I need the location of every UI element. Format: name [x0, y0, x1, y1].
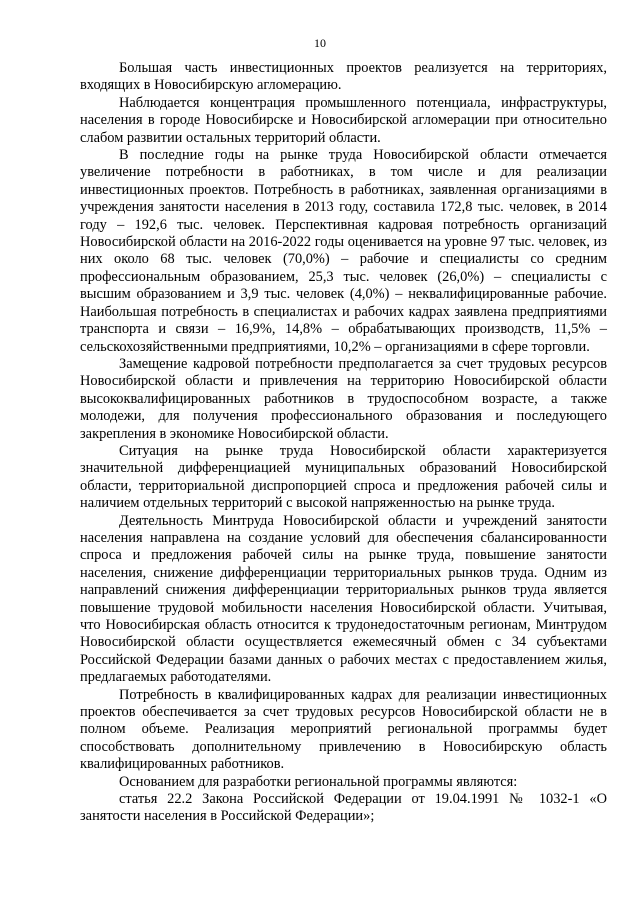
page-number: 10 — [314, 36, 326, 50]
paragraph-industrial-concentration: Наблюдается концентрация промышленного потенциала, инфраструктуры, населения в городе Новосибирске и Новосибирской агломерации при относительно слабом развитии остальных территорий области. — [80, 94, 607, 146]
paragraph-law-reference: статья 22.2 Закона Российской Федерации от 19.04.1991 № 1032-1 «О занятости населения в Российской Федерации»; — [80, 791, 607, 825]
paragraph-program-basis: Основанием для разработки региональной программы являются: — [119, 773, 518, 790]
paragraph-staff-replacement: Замещение кадровой потребности предполагается за счет трудовых ресурсов Новосибирской области и привлечения на территорию Новосибирской области высококвалифицированных работников в трудоспособном возрасте, а также молодежи, для получения профессионального образования и последующего закрепления в экономике Новосибирской области. — [80, 355, 607, 442]
paragraph-qualified-staff-need: Потребность в квалифицированных кадрах для реализации инвестиционных проектов обеспечивается за счет трудовых ресурсов Новосибирской области не в полном объеме. Реализация мероприятий региональной программы будет способствовать дополнительному привлечению в Новосибирскую область квалифицированных работников. — [80, 686, 607, 773]
paragraph-investment-projects: Большая часть инвестиционных проектов реализуется на территориях, входящих в Новосибирскую агломерацию. — [80, 60, 607, 94]
paragraph-labor-market-situation: Ситуация на рынке труда Новосибирской области характеризуется значительной дифференциацией муниципальных образований Новосибирской области, территориальной диспропорцией спроса и предложения рабочей силы и наличием отдельных территорий с высокой напряженностью на рынке труда. — [80, 442, 607, 512]
paragraph-labor-demand: В последние годы на рынке труда Новосибирской области отмечается увеличение потребности в работниках, в том числе и для реализации инвестиционных проектов. Потребность в работниках, заявленная организациями в учреждения занятости населения в 2013 году, составила 172,8 тыс. человек, в 2014 году – 192,6 тыс. человек. Перспективная кадровая потребность организаций Новосибирской области на 2016-2022 годы оценивается на уровне 97 тыс. человек, из них около 68 тыс. человек (70,0%) – рабочие и специалисты со средним профессиональным образованием, 25,3 тыс. человек (26,0%) – специалисты с высшим образованием и 3,9 тыс. человек (4,0%) – неквалифицированные рабочие. Наибольшая потребность в специалистах и рабочих кадрах заявлена предприятиями транспорта и связи – 16,9%, 14,8% – обрабатывающих производств, 11,5% – сельскохозяйственными предприятиями, 10,2% – организациями в сфере торговли. — [80, 147, 607, 355]
document-body — [80, 60, 607, 826]
paragraph-ministry-activity: Деятельность Минтруда Новосибирской области и учреждений занятости населения направлена на создание условий для обеспечения сбалансированности спроса и предложения рабочей силы на рынке труда, повышение занятости населения, снижение дифференциации территориальных рынков труда. Одним из направлений снижения дифференциации территориальных рынков труда является повышение трудовой мобильности населения Новосибирской области. Учитывая, что Новосибирская область относится к трудонедостаточным регионам, Минтрудом Новосибирской области осуществляется ежемесячный обмен с 34 субъектами Российской Федерации базами данных о рабочих местах с предоставлением жилья, предлагаемых работодателями. — [80, 512, 607, 686]
